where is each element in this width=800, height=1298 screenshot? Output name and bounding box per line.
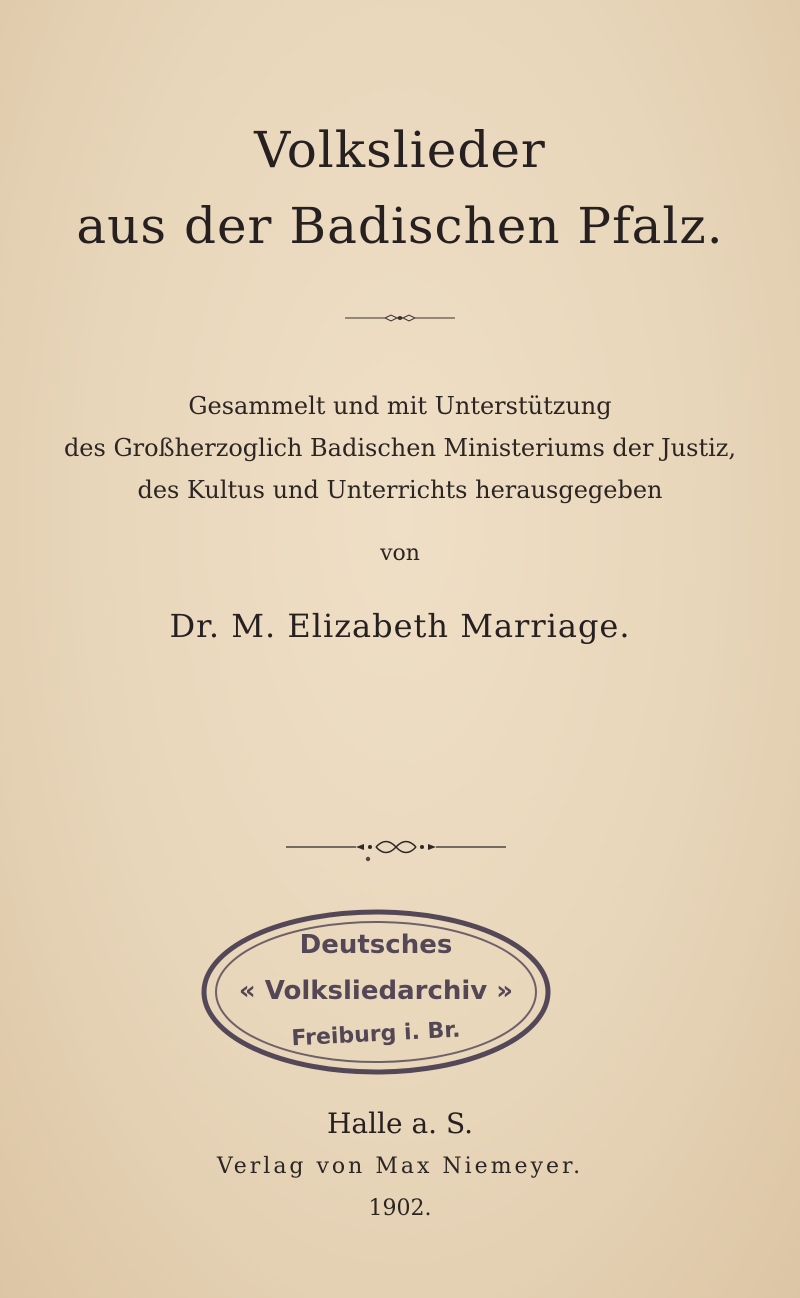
title-line-1: Volkslieder (254, 121, 546, 179)
subtitle-line-3: des Kultus und Unterrichts herausgegeben (137, 476, 663, 504)
imprint-publisher: Verlag von Max Niemeyer. (216, 1154, 584, 1179)
author-name: Dr. M. Elizabeth Marriage. (169, 607, 631, 645)
imprint-year: 1902. (368, 1196, 432, 1221)
stamp-text-line-2: « Volksliedarchiv » (238, 976, 514, 1006)
imprint-place: Halle a. S. (326, 1107, 474, 1140)
small-ornament-rule (345, 310, 455, 326)
title-line-2: aus der Badischen Pfalz. (76, 197, 724, 255)
by-label: von (380, 541, 420, 566)
archive-stamp (196, 906, 556, 1078)
subtitle-line-1: Gesammelt und mit Unterstützung (188, 392, 612, 420)
stamp-text-line-1: Deutsches (299, 930, 453, 960)
subtitle-line-2: des Großherzoglich Badischen Ministeriums der Justiz, (63, 434, 737, 462)
stamp-text-line-3: Freiburg i. Br. (290, 1017, 462, 1052)
ornamental-rule (286, 832, 506, 862)
